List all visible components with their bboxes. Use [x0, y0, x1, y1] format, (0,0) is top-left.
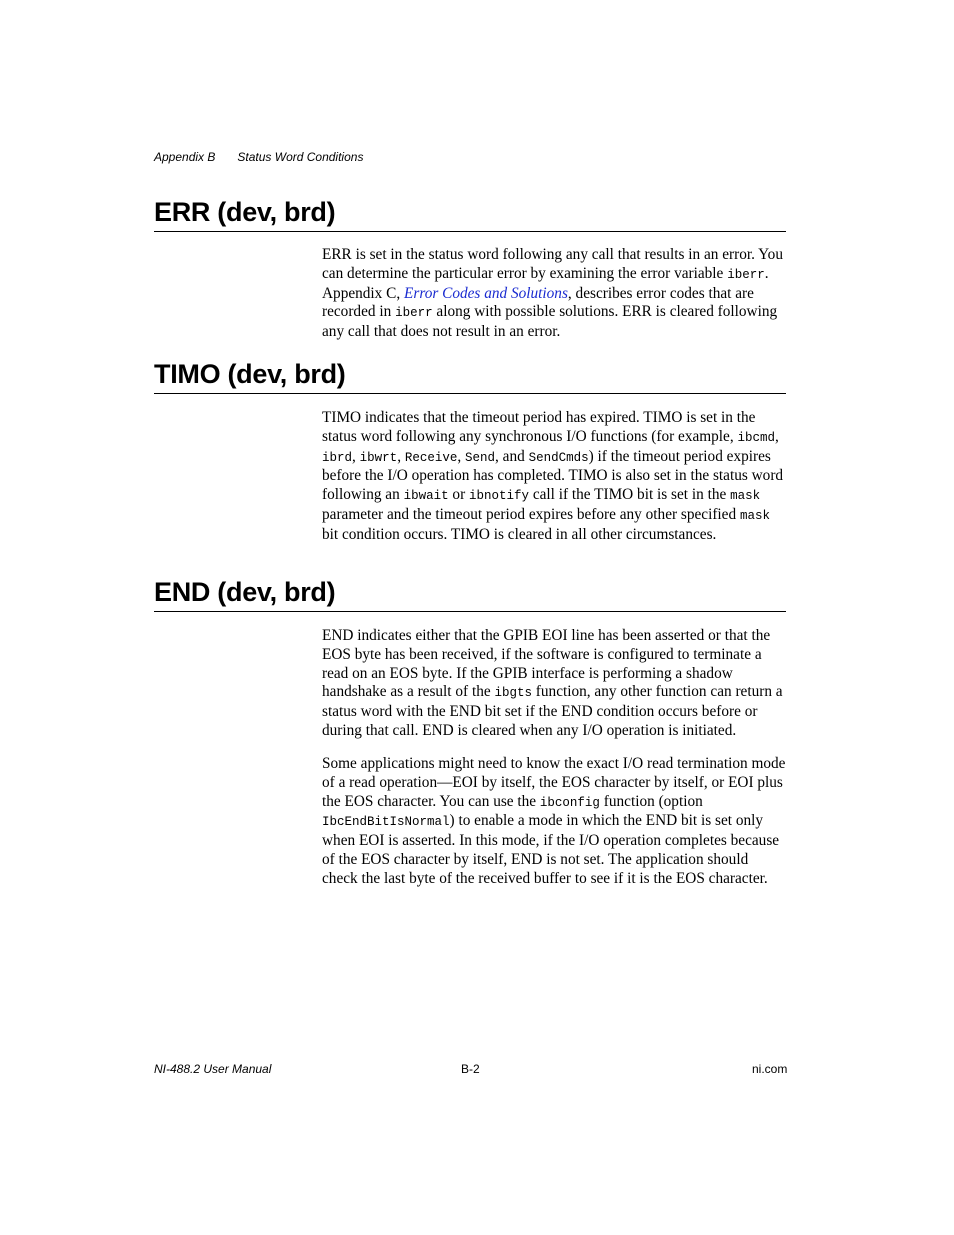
end-description-1	[322, 627, 786, 741]
code-ibrd: ibrd	[322, 450, 353, 465]
section-label: Status Word Conditions	[237, 150, 364, 164]
running-header	[154, 150, 363, 164]
heading-timo: TIMO (dev, brd)	[154, 361, 786, 394]
code-mask: mask	[730, 489, 761, 504]
text-run: ,	[457, 447, 466, 465]
footer-page-number: B-2	[461, 1062, 480, 1076]
text-run: ) if the timeout period expires before the I/O operation has completed. TIMO is also set in the status word following an	[322, 447, 784, 504]
end-paragraph-2	[322, 755, 786, 889]
timo-description	[322, 409, 786, 545]
code-receive: Receive	[404, 450, 458, 465]
text-run: call if the TIMO bit is set in the	[529, 486, 731, 504]
code-sendcmds: SendCmds	[528, 450, 589, 465]
code-send: Send	[465, 450, 496, 465]
text-run: ,	[775, 427, 779, 445]
text-run: ) to enable a mode in which the END bit is set only when EOI is asserted. In this mode, if the I/O operation completes because of the EOS character by itself, END is not set. The application should check the last byte of the received buffer to see if it is the EOS character.	[322, 812, 780, 887]
code-ibconfig: ibconfig	[539, 795, 600, 810]
text-run: ERR is set in the status word following any call that results in an error. You can determine the particular error by examining the error variable	[322, 246, 783, 282]
code-iberr: iberr	[727, 267, 765, 282]
code-ibgts: ibgts	[494, 686, 532, 701]
footer-manual-title: NI-488.2 User Manual	[154, 1062, 272, 1076]
heading-end: END (dev, brd)	[154, 579, 786, 612]
code-ibwrt: ibwrt	[359, 450, 398, 465]
text-run: parameter and the timeout period expires before any other specified	[322, 505, 740, 523]
code-ibnotify: ibnotify	[469, 489, 530, 504]
text-run: bit condition occurs. TIMO is cleared in all other circumstances.	[322, 525, 717, 543]
end-paragraph-1	[322, 627, 786, 741]
code-ibwait: ibwait	[403, 489, 449, 504]
text-run: ,	[352, 447, 360, 465]
text-run: or	[448, 486, 469, 504]
text-run: TIMO indicates that the timeout period has expired. TIMO is set in the status word following any synchronous I/O functions (for example,	[322, 409, 756, 445]
appendix-label: Appendix B	[154, 150, 216, 164]
text-run: function, any other function can return a status word with the END bit set if the END condition occurs before or during that call. END is cleared when any I/O operation is initiated.	[322, 683, 783, 739]
text-run: along with possible solutions. ERR is cleared following any call that does not result in an error.	[322, 303, 778, 341]
timo-paragraph	[322, 409, 786, 545]
text-run: END indicates either that the GPIB EOI line has been asserted or that the EOS byte has been received, if the software is configured to terminate a read on an EOS byte. If the GPIB interface is performing a shadow handshake as a result of the	[322, 627, 771, 701]
err-paragraph	[322, 246, 786, 342]
text-run: , and	[495, 447, 529, 465]
code-ibcendbitisnormal: IbcEndBitIsNormal	[322, 815, 450, 830]
text-run: . Appendix C,	[322, 264, 769, 302]
heading-err: ERR (dev, brd)	[154, 199, 786, 232]
error-codes-link[interactable]: Error Codes and Solutions	[404, 284, 568, 302]
footer-website: ni.com	[752, 1062, 788, 1076]
text-run: Some applications might need to know the exact I/O read termination mode of a read operation—EOI by itself, the EOS character by itself, or EOI plus the EOS character. You can use the	[322, 755, 786, 810]
code-mask: mask	[739, 508, 770, 523]
code-ibcmd: ibcmd	[737, 430, 776, 445]
err-description	[322, 246, 786, 342]
text-run: function (option	[599, 792, 703, 810]
code-iberr: iberr	[395, 306, 433, 321]
end-description-2	[322, 755, 786, 889]
text-run: , describes error codes that are recorded in	[322, 284, 754, 321]
text-run: ,	[397, 447, 405, 465]
